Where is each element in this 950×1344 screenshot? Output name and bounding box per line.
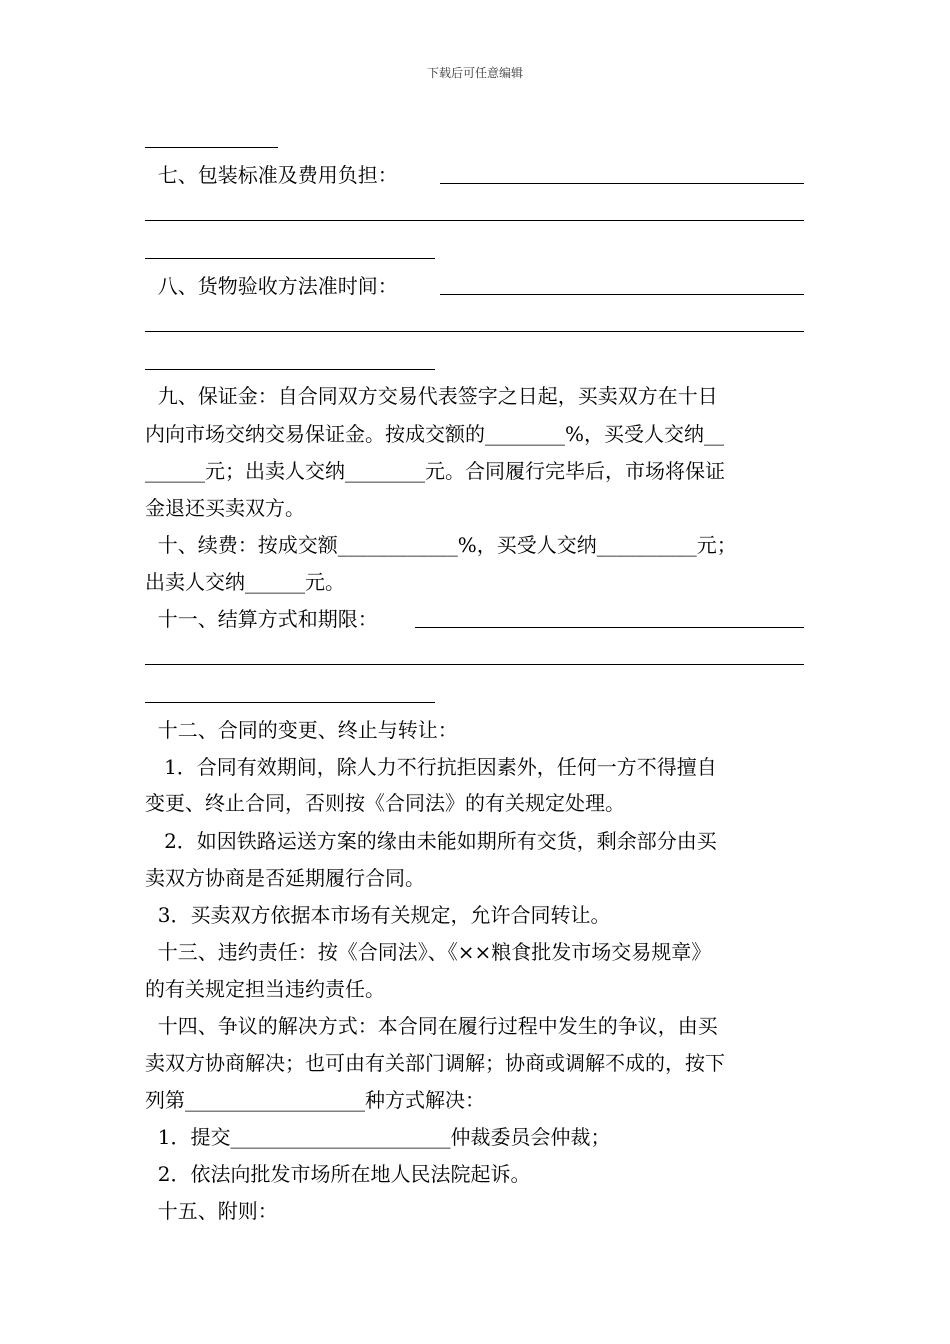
text-line: 十、续费：按成交额____________%，买受人交纳__________元；: [145, 533, 737, 557]
blank-line: [145, 258, 435, 259]
text-line: ______元；出卖人交纳________元。合同履行完毕后，市场将保证: [145, 459, 725, 483]
text-line: 九、保证金：自合同双方交易代表签字之日起，买卖双方在十日: [145, 384, 718, 408]
page-header: 下载后可任意编辑: [426, 66, 523, 80]
blank-line: [440, 294, 804, 295]
blank-line: [145, 220, 804, 221]
text-line: 1．合同有效期间，除人力不行抗拒因素外，任何一方不得擅自: [145, 755, 717, 779]
text-line: 3．买卖双方依据本市场有关规定，允许合同转让。: [145, 903, 611, 927]
blank-line: [145, 702, 435, 703]
text-line: 金退还买卖双方。: [145, 496, 305, 520]
text-line: 七、包装标准及费用负担：: [145, 163, 398, 187]
blank-line: [145, 664, 804, 665]
text-line: 1．提交______________________仲裁委员会仲裁；: [145, 1125, 611, 1149]
blank-line: [145, 331, 804, 332]
text-line: 十一、结算方式和期限：: [145, 607, 378, 631]
text-line: 八、货物验收方法准时间：: [145, 274, 398, 298]
text-line: 列第__________________种方式解决：: [145, 1088, 485, 1112]
text-line: 卖双方协商解决；也可由有关部门调解；协商或调解不成的，按下: [145, 1051, 725, 1075]
text-line: 2．依法向批发市场所在地人民法院起诉。: [145, 1162, 531, 1186]
text-line: 十二、合同的变更、终止与转让：: [145, 718, 458, 742]
text-line: 十五、附则：: [145, 1199, 278, 1223]
text-line: 十四、争议的解决方式：本合同在履行过程中发生的争议，由买: [145, 1014, 718, 1038]
text-line: 变更、终止合同，否则按《合同法》的有关规定处理。: [145, 791, 625, 815]
blank-line: [440, 183, 804, 184]
text-line: 卖双方协商是否延期履行合同。: [145, 866, 425, 890]
blank-line: [145, 147, 278, 148]
text-line: 十三、违约责任：按《合同法》、《××粮食批发市场交易规章》: [145, 940, 712, 964]
text-line: 的有关规定担当违约责任。: [145, 977, 385, 1001]
blank-line: [145, 369, 435, 370]
blank-line: [415, 627, 804, 628]
text-line: 2．如因铁路运送方案的缘由未能如期所有交货，剩余部分由买: [145, 829, 717, 853]
text-line: 内向市场交纳交易保证金。按成交额的________%，买受人交纳__: [145, 422, 725, 446]
text-line: 出卖人交纳______元。: [145, 570, 345, 594]
